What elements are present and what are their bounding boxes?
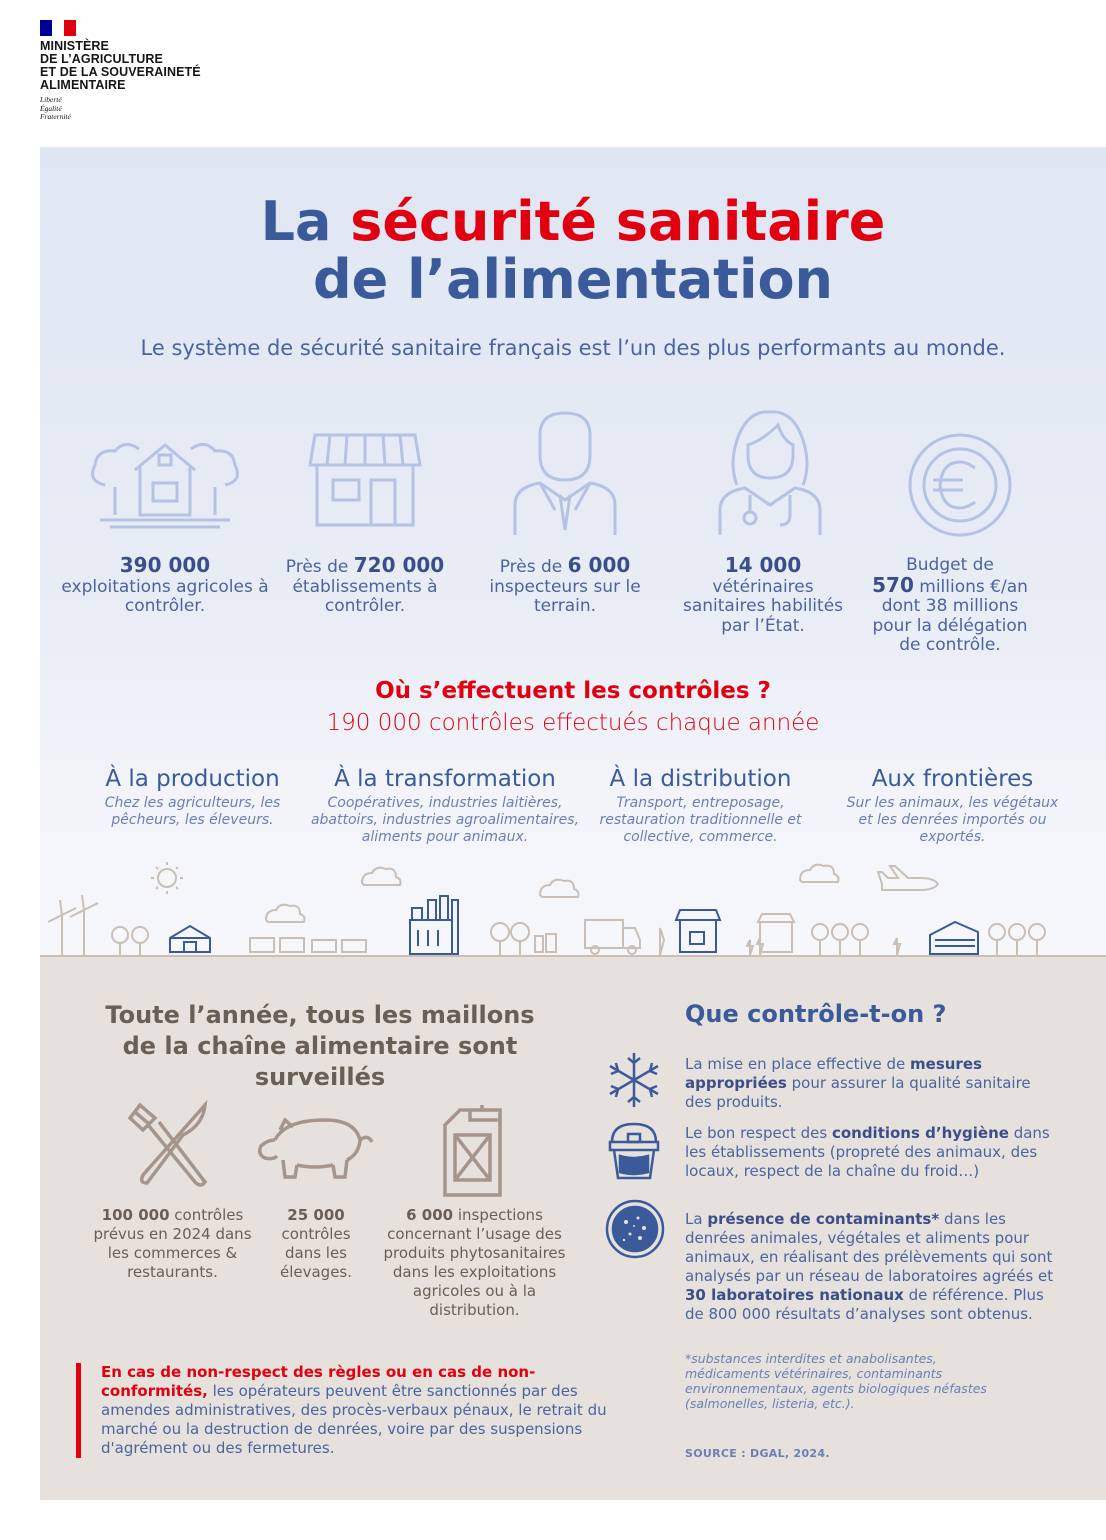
footnote: *substances interdites et anabolisantes, médicaments vétérinaires, contaminants environnementaux, agents biologiques néfastes (salmonelles, listeria, etc.).: [685, 1351, 987, 1411]
euro-coin-icon: [905, 430, 1015, 540]
farm-house-icon: [85, 425, 245, 535]
controls-title: Que contrôle-t-on ?: [685, 1000, 947, 1028]
place-production: À la production Chez les agriculteurs, les pêcheurs, les éleveurs.: [104, 766, 281, 828]
stat-budget: Budget de 570 millions €/an dont 38 millions pour la délégation de contrôle.: [872, 555, 1028, 655]
bucket-icon: [608, 1120, 660, 1182]
inspector-icon: [510, 410, 620, 535]
chain-stat-farms: 25 000 contrôles dans les élevages.: [279, 1206, 353, 1281]
snowflake-icon: [603, 1050, 665, 1110]
control-item-measures: La mise en place effective de mesures appropriées pour assurer la qualité sanitaire des produits.: [685, 1055, 1031, 1111]
stat-veterinarians: 14 000 vétérinaires sanitaires habilités par l’État.: [682, 553, 844, 636]
page-subtitle: Le système de sécurité sanitaire français est l’un des plus performants au monde.: [140, 336, 1006, 360]
stat-establishments: Près de 720 000 établissements à contrôler.: [285, 553, 445, 616]
french-flag-icon: [40, 20, 76, 36]
title-highlight: sécurité sanitaire: [350, 190, 886, 253]
ministry-logo: [40, 20, 240, 122]
control-item-hygiene: Le bon respect des conditions d’hygiène dans les établissements (propreté des animaux, des locaux, respect de la chaîne du froid…): [685, 1124, 1050, 1180]
place-borders: Aux frontières Sur les animaux, les végétaux et les denrées importés ou exportés.: [846, 766, 1059, 845]
chain-stat-commerce: 100 000 contrôles prévus en 2024 dans les commerces & restaurants.: [93, 1206, 252, 1281]
chain-title: Toute l’année, tous les maillons de la chaîne alimentaire sont surveillés: [105, 1001, 535, 1091]
petri-dish-icon: [604, 1198, 666, 1260]
chain-stat-phyto: 6 000 inspections concernant l’usage des produits phytosanitaires dans les exploitations agricoles ou à la distribution.: [383, 1206, 566, 1319]
republic-motto: Liberté Égalité Fraternité: [40, 95, 71, 121]
ministry-name: MINISTÈRE DE L’AGRICULTURE ET DE LA SOUVERAINETÉ ALIMENTAIRE: [40, 39, 201, 92]
cutlery-icon: [125, 1100, 215, 1190]
stat-farms: 390 000 exploitations agricoles à contrôler.: [61, 553, 269, 616]
jerrycan-icon: [440, 1105, 510, 1200]
where-title: Où s’effectuent les contrôles ?: [375, 678, 771, 704]
landscape-illustration: [40, 850, 1106, 958]
place-transformation: À la transformation Coopératives, industries laitières, abattoirs, industries agroalimentaires, aliments pour animaux.: [310, 766, 580, 845]
page-title: La sécurité sanitaire de l’alimentation: [260, 190, 886, 311]
stat-inspectors: Près de 6 000 inspecteurs sur le terrain.: [489, 553, 641, 616]
control-item-contaminants: La présence de contaminants* dans les denrées animales, végétales et aliments pour animaux, en réalisant des prélèvements qui sont analysés par un réseau de laboratoires agréés et 30 laboratoires nationaux de référence. Plus de 800 000 résultats d’analyses sont obtenus.: [685, 1210, 1054, 1323]
source-note: SOURCE : DGAL, 2024.: [685, 1447, 830, 1460]
place-distribution: À la distribution Transport, entreposage, restauration traditionnelle et collective, commerce.: [599, 766, 802, 845]
shop-icon: [305, 425, 425, 535]
chain-icons: [100, 1100, 540, 1200]
where-subtitle: 190 000 contrôles effectués chaque année: [326, 710, 820, 736]
pig-icon: [255, 1115, 375, 1185]
stats-icon-row: [60, 410, 1070, 540]
sanction-note: En cas de non-respect des règles ou en cas de non-conformités, les opérateurs peuvent être sanctionnés par des amendes administratives, des procès-verbaux pénaux, le retrait du marché ou la destruction de denrées, voire par des suspensions d'agrément ou des fermetures.: [76, 1363, 636, 1458]
veterinarian-icon: [715, 410, 825, 535]
